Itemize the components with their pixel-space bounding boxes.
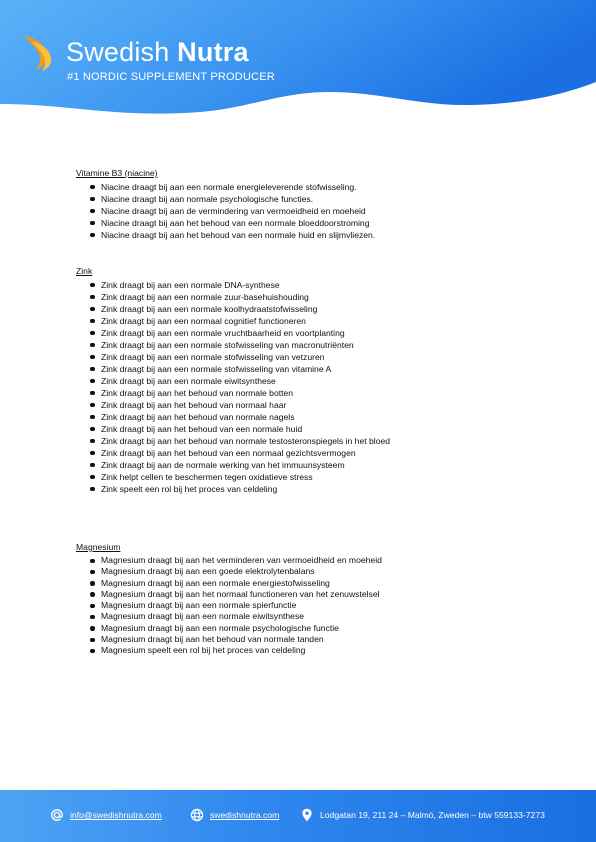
list-item: Zink draagt bij aan een normaal cognitief functioneren	[89, 315, 390, 327]
section-heading: Magnesium	[76, 542, 121, 552]
list-item: Zink draagt bij aan het behoud van normale botten	[89, 387, 390, 399]
list-item: Magnesium draagt bij aan het verminderen van vermoeidheid en moeheid	[89, 555, 382, 566]
page-footer	[0, 790, 596, 842]
list-item: Magnesium draagt bij aan een normale psychologische functie	[89, 623, 382, 634]
section-magnesium	[76, 542, 556, 656]
section-vitamine-b3	[76, 168, 556, 240]
footer-email[interactable]	[50, 807, 162, 823]
list-item: Zink draagt bij aan een normale stofwisseling van vitamine A	[89, 363, 390, 375]
website-link[interactable]: swedishnutra.com	[210, 810, 280, 820]
brand-logo-icon	[22, 34, 56, 72]
list-item: Magnesium speelt een rol bij het proces van celdeling	[89, 645, 382, 656]
list-item: Magnesium draagt bij aan een goede elektrolytenbalans	[89, 566, 382, 577]
email-link[interactable]: info@swedishnutra.com	[70, 810, 162, 820]
list-item: Zink helpt cellen te beschermen tegen oxidatieve stress	[89, 471, 390, 483]
brand-name	[66, 37, 249, 68]
list-item: Zink draagt bij aan het behoud van normale testosteronspiegels in het bloed	[89, 435, 390, 447]
brand-name-light: Swedish	[66, 37, 170, 67]
page-header	[0, 0, 596, 125]
list-item: Zink draagt bij aan een normale zuur-basehuishouding	[89, 291, 390, 303]
list-item: Zink draagt bij aan een normale vruchtbaarheid en voortplanting	[89, 327, 390, 339]
section-zink	[76, 266, 556, 494]
list-item: Niacine draagt bij aan normale psychologische functies.	[89, 193, 375, 205]
list-item: Zink draagt bij aan een normale koolhydraatstofwisseling	[89, 303, 390, 315]
list-item: Zink draagt bij aan het behoud van een normaal gezichtsvermogen	[89, 447, 390, 459]
footer-website[interactable]	[190, 807, 279, 823]
claims-list	[89, 181, 375, 241]
claims-list	[89, 279, 390, 495]
list-item: Magnesium draagt bij aan een normale energiestofwisseling	[89, 578, 382, 589]
brand-tagline: #1 NORDIC SUPPLEMENT PRODUCER	[67, 71, 275, 83]
list-item: Niacine draagt bij aan het behoud van een normale huid en slijmvliezen.	[89, 229, 375, 241]
location-pin-icon	[300, 808, 314, 822]
list-item: Zink draagt bij aan het behoud van een normale huid	[89, 423, 390, 435]
list-item: Zink draagt bij aan een normale DNA-synthese	[89, 279, 390, 291]
list-item: Zink draagt bij aan een normale stofwisseling van macronutriënten	[89, 339, 390, 351]
list-item: Zink draagt bij aan een normale eiwitsynthese	[89, 375, 390, 387]
footer-address	[300, 807, 545, 823]
claims-list	[89, 555, 382, 657]
list-item: Zink speelt een rol bij het proces van celdeling	[89, 483, 390, 495]
at-sign-icon	[50, 808, 64, 822]
list-item: Zink draagt bij aan het behoud van normaal haar	[89, 399, 390, 411]
list-item: Zink draagt bij aan de normale werking van het immuunsysteem	[89, 459, 390, 471]
section-heading: Zink	[76, 266, 93, 276]
list-item: Magnesium draagt bij aan het normaal functioneren van het zenuwstelsel	[89, 589, 382, 600]
section-heading: Vitamine B3 (niacine)	[76, 168, 158, 178]
list-item: Zink draagt bij aan het behoud van normale nagels	[89, 411, 390, 423]
brand-name-bold: Nutra	[177, 37, 249, 67]
list-item: Magnesium draagt bij aan een normale spierfunctie	[89, 600, 382, 611]
list-item: Magnesium draagt bij aan een normale eiwitsynthese	[89, 611, 382, 622]
address-text: Lodgatan 19, 211 24 – Malmö, Zweden – btw 559133-7273	[320, 810, 545, 820]
list-item: Niacine draagt bij aan een normale energieleverende stofwisseling.	[89, 181, 375, 193]
list-item: Niacine draagt bij aan het behoud van een normale bloeddoorstroming	[89, 217, 375, 229]
globe-icon	[190, 808, 204, 822]
list-item: Magnesium draagt bij aan het behoud van normale tanden	[89, 634, 382, 645]
list-item: Niacine draagt bij aan de vermindering van vermoeidheid en moeheid	[89, 205, 375, 217]
list-item: Zink draagt bij aan een normale stofwisseling van vetzuren	[89, 351, 390, 363]
